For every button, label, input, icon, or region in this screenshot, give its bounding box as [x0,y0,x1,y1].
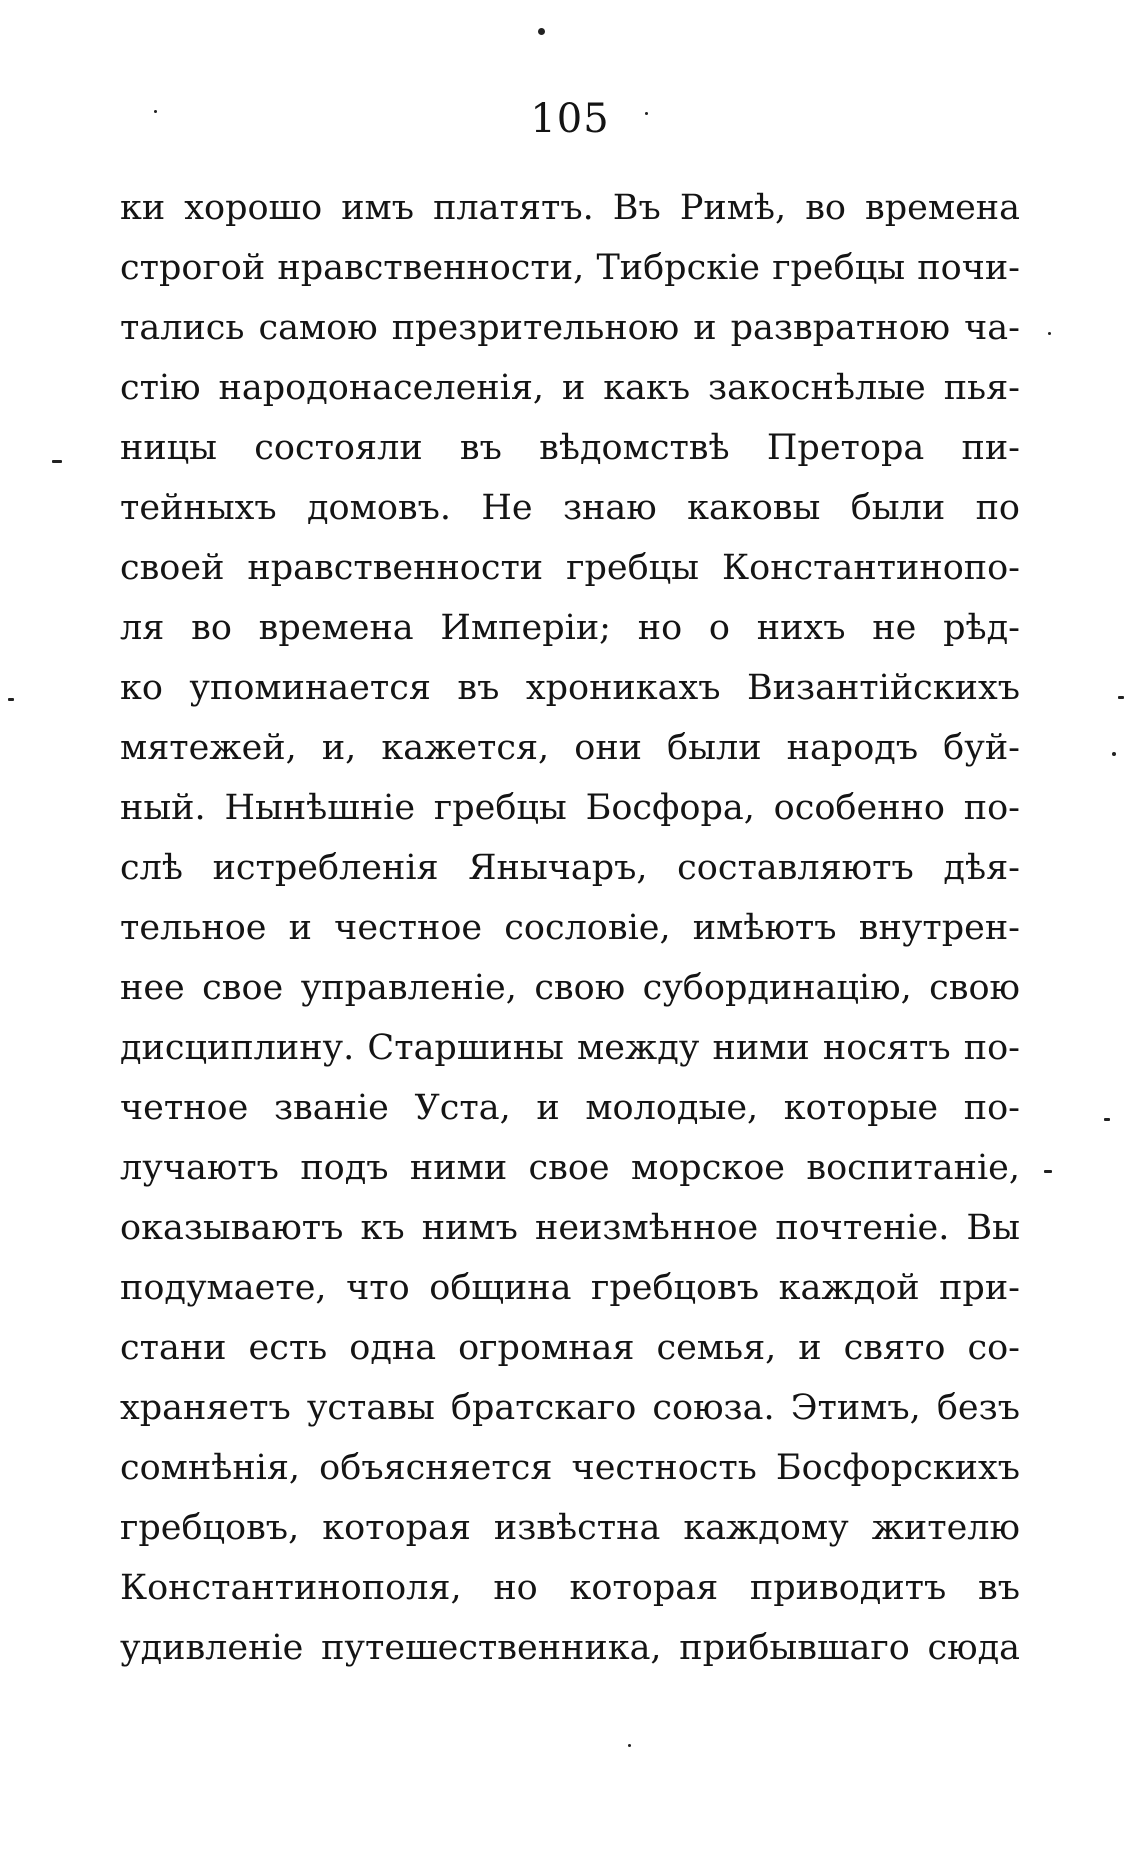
scan-speck [1112,752,1116,756]
scan-speck [628,1744,631,1747]
text-line: слѣ истребленія Янычаръ, составляютъ дѣя- [120,848,1020,888]
text-line: сомнѣнія, объясняется честность Босфорскихъ [120,1448,1020,1488]
text-line: четное званіе Уста, и молодые, которые по- [120,1088,1020,1128]
scan-speck [1048,332,1051,335]
text-line: мятежей, и, кажется, они были народъ буй- [120,728,1020,768]
scan-speck [1044,1170,1052,1173]
text-line: ко упоминается въ хроникахъ Византійскихъ [120,668,1020,708]
text-line: ницы состояли въ вѣдомствѣ Претора пи- [120,428,1020,468]
scan-speck [8,698,14,701]
text-line: своей нравственности гребцы Константинопо- [120,548,1020,588]
text-line: подумаете, что община гребцовъ каждой при- [120,1268,1020,1308]
scan-speck [154,110,157,113]
text-line: оказываютъ къ нимъ неизмѣнное почтеніе. Вы [120,1208,1020,1248]
text-line: стію народонаселенія, и какъ закоснѣлые пья- [120,368,1020,408]
text-line: тейныхъ домовъ. Не знаю каковы были по [120,488,1020,528]
text-line: ный. Нынѣшніе гребцы Босфора, особенно по- [120,788,1020,828]
text-line: ля во времена Имперіи; но о нихъ не рѣд- [120,608,1020,648]
scan-speck [538,28,545,35]
text-line: Константинополя, но которая приводитъ въ [120,1568,1020,1608]
text-line: храняетъ уставы братскаго союза. Этимъ, безъ [120,1388,1020,1428]
text-line: стани есть одна огромная семья, и свято со- [120,1328,1020,1368]
text-line: тались самою презрительною и развратною ча- [120,308,1020,348]
text-line: ки хорошо имъ платятъ. Въ Римѣ, во времена [120,188,1020,228]
page-number: 105 [530,96,610,142]
text-line: нее свое управленіе, свою субординацію, свою [120,968,1020,1008]
text-line: удивленіе путешественника, прибывшаго сюда [120,1628,1020,1668]
text-line: гребцовъ, которая извѣстна каждому жителю [120,1508,1020,1548]
body-text [120,178,1020,1678]
scan-speck [645,112,648,115]
text-line: лучаютъ подъ ними свое морское воспитаніе, [120,1148,1020,1188]
text-line: тельное и честное сословіе, имѣютъ внутрен- [120,908,1020,948]
scan-speck [1104,1118,1110,1121]
text-line: строгой нравственности, Тибрскіе гребцы почи- [120,248,1020,288]
text-line: дисциплину. Старшины между ними носятъ по- [120,1028,1020,1068]
scan-speck [52,460,62,463]
scan-speck [1118,696,1124,699]
